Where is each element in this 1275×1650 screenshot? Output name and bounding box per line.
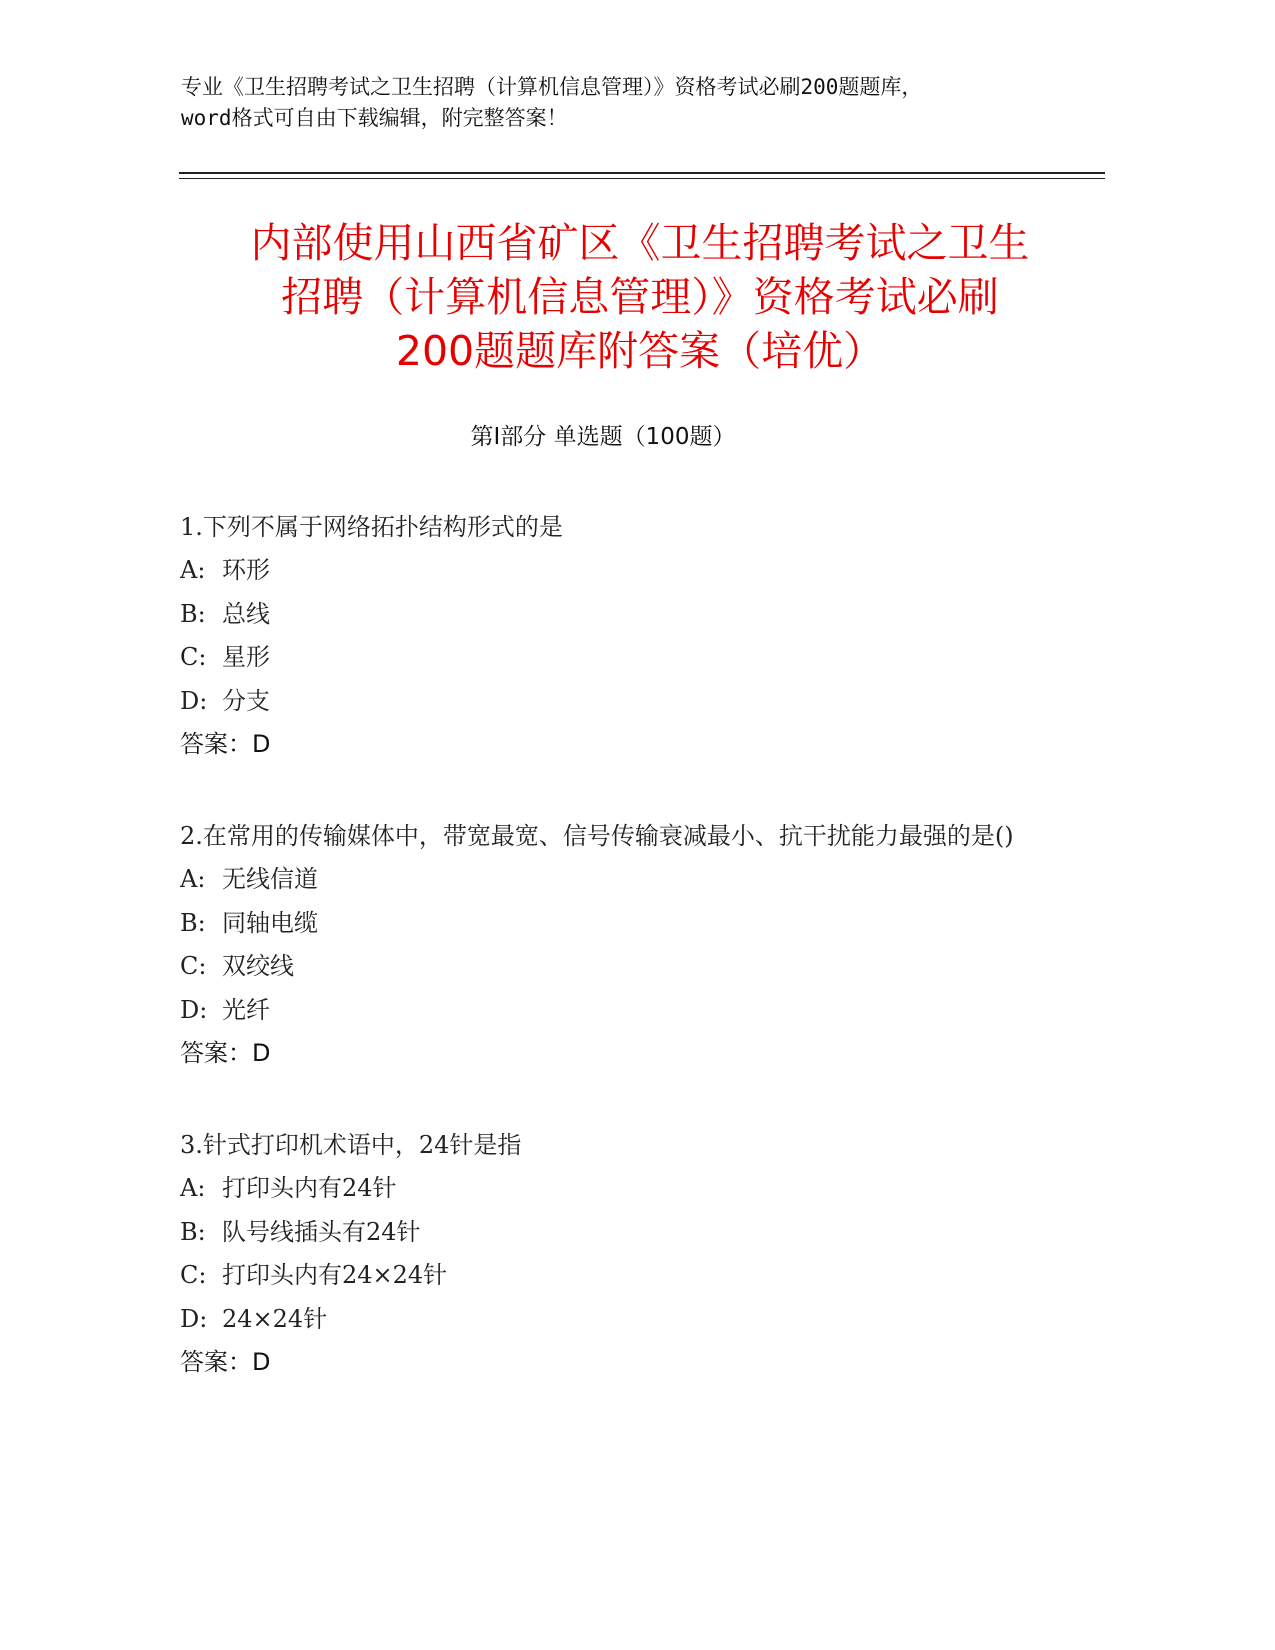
option-letter: B: (180, 1217, 206, 1246)
option-text: 星形 (222, 643, 270, 672)
option-letter: B: (180, 599, 206, 628)
option-letter: D: (180, 995, 208, 1024)
option-text: 24×24针 (222, 1304, 328, 1333)
option-text: 双绞线 (222, 952, 294, 981)
document-title-line-2: 招聘（计算机信息管理）》资格考试必刷 (281, 273, 999, 321)
option-d (180, 1298, 1040, 1342)
document-title-line-1: 内部使用山西省矿区《卫生招聘考试之卫生 (250, 219, 1030, 267)
question-stem: 1.下列不属于网络拓扑结构形式的是 (180, 513, 563, 541)
answer-line: 答案：D (180, 1348, 271, 1377)
option-text: 打印头内有24针 (222, 1173, 397, 1202)
question-list (180, 506, 1040, 1433)
option-letter: B: (180, 908, 206, 937)
option-d (180, 989, 1040, 1033)
option-d (180, 680, 1040, 724)
option-text: 分支 (222, 686, 270, 715)
option-text: 打印头内有24×24针 (222, 1261, 448, 1290)
option-b (180, 593, 1040, 637)
option-b (180, 902, 1040, 946)
option-letter: A: (180, 1173, 206, 1202)
question-stem: 3.针式打印机术语中，24针是指 (180, 1130, 522, 1159)
question-2 (180, 815, 1040, 1076)
document-title-line-3: 200题题库附答案（培优） (395, 327, 885, 375)
option-text: 队号线插头有24针 (222, 1217, 421, 1246)
question-stem: 2.在常用的传输媒体中，带宽最宽、信号传输衰减最小、抗干扰能力最强的是() (180, 821, 1014, 850)
answer-line: 答案：D (180, 1039, 271, 1068)
header-note (181, 72, 1111, 134)
option-text: 无线信道 (222, 864, 318, 893)
question-3 (180, 1124, 1040, 1385)
option-letter: A: (180, 556, 206, 584)
option-text: 总线 (222, 599, 270, 628)
answer-line: 答案：D (180, 730, 271, 759)
option-b (180, 1211, 1040, 1255)
option-c (180, 636, 1040, 680)
header-note-line-1: 专业《卫生招聘考试之卫生招聘（计算机信息管理）》资格考试必刷200题题库， (181, 75, 923, 99)
option-letter: C: (180, 1261, 207, 1290)
section-title: 第Ⅰ部分 单选题（100题） (470, 424, 736, 450)
option-letter: D: (180, 686, 208, 715)
header-divider-thin (179, 178, 1105, 179)
header-note-line-2: word格式可自由下载编辑，附完整答案！ (181, 106, 568, 130)
option-letter: C: (180, 952, 207, 981)
option-a (180, 1167, 1040, 1211)
option-a (180, 549, 1040, 593)
option-text: 环形 (222, 556, 270, 584)
option-c (180, 1254, 1040, 1298)
question-1 (180, 506, 1040, 767)
option-letter: A: (180, 864, 206, 893)
document-title (140, 216, 1140, 378)
option-letter: C: (180, 643, 207, 672)
option-a (180, 858, 1040, 902)
header-divider-thick (179, 172, 1105, 174)
option-letter: D: (180, 1304, 208, 1333)
option-text: 同轴电缆 (222, 908, 318, 937)
option-text: 光纤 (222, 995, 270, 1024)
option-c (180, 945, 1040, 989)
